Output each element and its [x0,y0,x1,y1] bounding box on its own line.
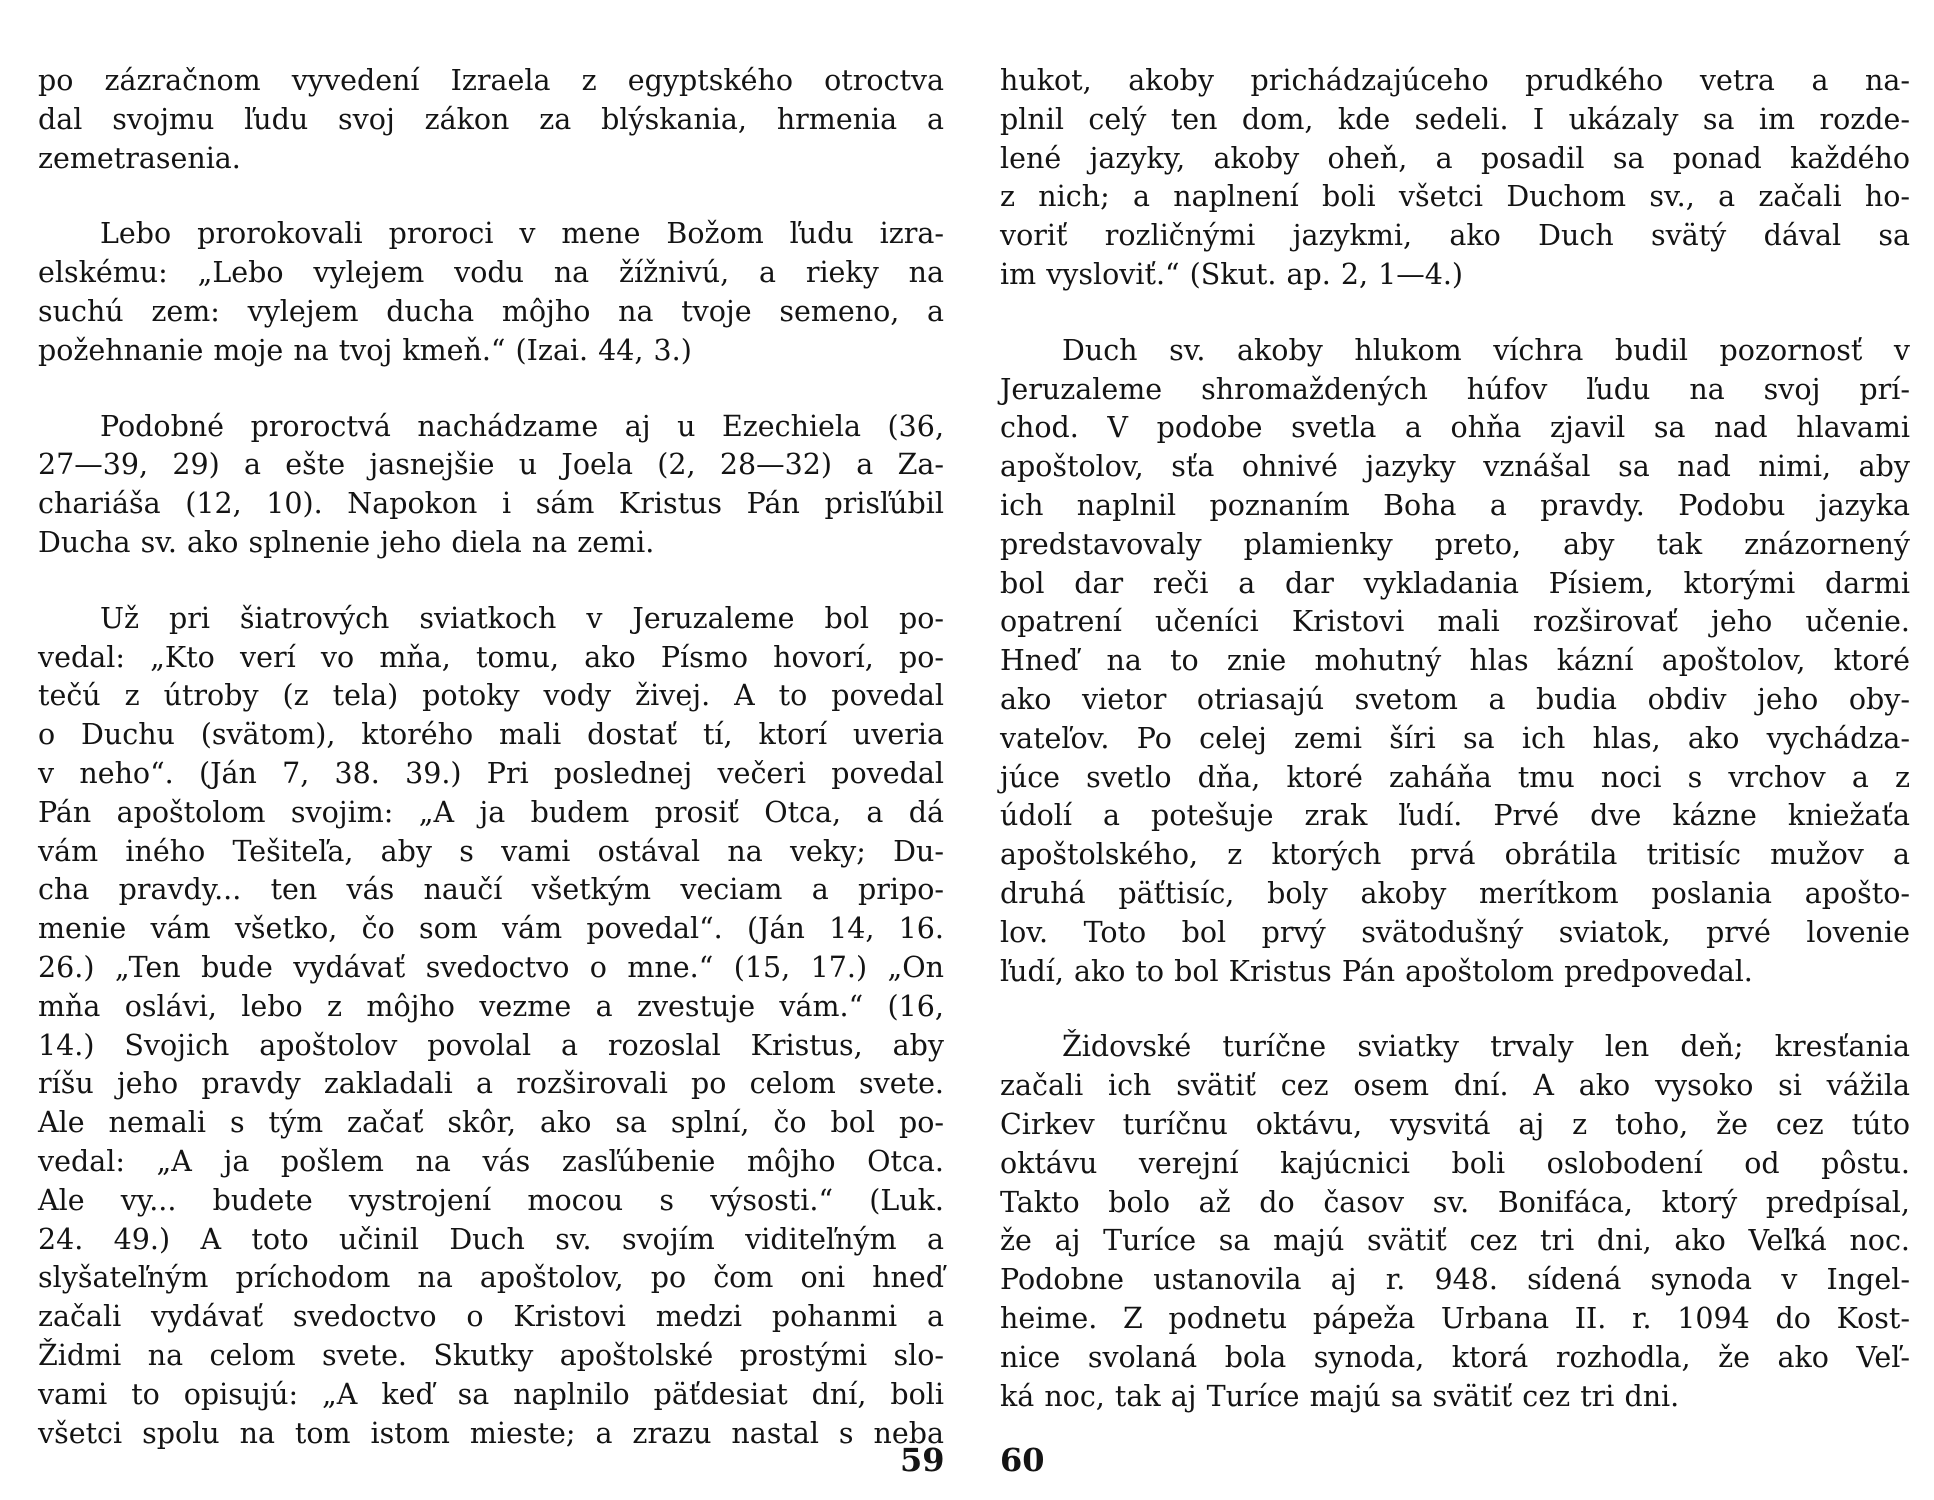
right-page [1000,62,1910,1462]
text-line: 24. 49.) A toto učinil Duch sv. svojím viditeľným a [38,1222,944,1256]
text-line: voriť rozličnými jazykmi, ako Duch svätý dával sa [1000,219,1910,253]
page-number-left: 59 [900,1441,945,1479]
text-line: im vysloviť.“ (Skut. ap. 2, 1—4.) [1000,257,1464,291]
text-line: vám iného Tešiteľa, aby s vami ostával na veky; Du- [38,834,944,868]
text-line: požehnanie moje na tvoj kmeň.“ (Izai. 44, 3.) [38,333,692,367]
text-line: lené jazyky, akoby oheň, a posadil sa ponad každého [1000,141,1910,175]
text-line: dal svojmu ľudu svoj zákon za blýskania, hrmenia a [38,102,944,136]
text-line: zemetrasenia. [38,141,241,175]
text-line: Cirkev turíčnu oktávu, vysvitá aj z toho, že cez túto [1000,1107,1910,1141]
text-line: Podobné proroctvá nachádzame aj u Ezechiela (36, [100,409,944,443]
left-page-text [38,62,944,1453]
text-line: chod. V podobe svetla a ohňa zjavil sa nad hlavami [1000,411,1910,445]
text-line: Ducha sv. ako splnenie jeho diela na zemi. [38,525,655,559]
text-line: hukot, akoby prichádzajúceho prudkého vetra a na- [1000,64,1910,97]
text-line: chariáša (12, 10). Napokon i sám Kristus Pán prisľúbil [38,487,944,521]
text-line: vami to opisujú: „A keď sa naplnilo päťdesiat dní, boli [38,1377,944,1411]
text-line: že aj Turíce sa majú svätiť cez tri dni, ako Veľká noc. [1000,1224,1910,1258]
text-line: ako vietor otriasajú svetom a budia obdiv jeho oby- [1000,682,1910,716]
text-line: 14.) Svojich apoštolov povolal a rozoslal Kristus, aby [38,1028,944,1062]
text-line: druhá päťtisíc, boly akoby merítkom poslania apošto- [1000,876,1910,910]
text-line: z nich; a naplnení boli všetci Duchom sv., a začali ho- [1000,180,1910,214]
text-line: cha pravdy... ten vás naučí všetkým veciam a pripo- [38,873,944,907]
text-line: nice svolaná bola synoda, ktorá rozhodla, že ako Veľ- [1000,1340,1910,1374]
text-line: 27—39, 29) a ešte jasnejšie u Joela (2, 28—32) a Za- [38,448,944,482]
text-line: mňa oslávi, lebo z môjho vezme a zvestuje vám.“ (16, [38,989,944,1023]
paragraph [38,215,944,370]
text-line: ľudí, ako to bol Kristus Pán apoštolom predpovedal. [1000,954,1753,988]
text-line: Už pri šiatrových sviatkoch v Jeruzaleme bol po- [100,601,944,635]
text-line: predstavovaly plamienky preto, aby tak znázornený [1000,527,1910,561]
text-line: vedal: „A ja pošlem na vás zasľúbenie môjho Otca. [38,1144,944,1178]
text-line: heime. Z podnetu pápeža Urbana II. r. 1094 do Kost- [1000,1301,1910,1335]
paragraph [38,600,944,1454]
text-line: oktávu verejní kajúcnici boli oslobodení od pôstu. [1000,1146,1910,1180]
text-line: slyšateľným príchodom na apoštolov, po čom oni hneď [38,1261,944,1295]
text-line: Hneď na to znie mohutný hlas kázní apoštolov, ktoré [1000,644,1910,678]
text-line: vedal: „Kto verí vo mňa, tomu, ako Písmo hovorí, po- [38,640,944,674]
paragraph [1000,1028,1910,1416]
text-line: 26.) „Ten bude vydávať svedoctvo o mne.“ (15, 17.) „On [38,950,944,984]
text-line: Takto bolo až do časov sv. Bonifáca, ktorý predpísal, [1000,1185,1910,1219]
text-line: apoštolov, sťa ohnivé jazyky vznášal sa nad nimi, aby [1000,450,1910,484]
paragraph [1000,332,1910,992]
text-line: lov. Toto bol prvý svätodušný sviatok, prvé lovenie [1000,915,1910,949]
text-line: začali ich svätiť cez osem dní. A ako vysoko si vážila [1000,1069,1910,1103]
text-line: Židmi na celom svete. Skutky apoštolské prostými slo- [38,1338,944,1372]
paragraph [1000,62,1910,295]
text-line: začali vydávať svedoctvo o Kristovi medzi pohanmi a [38,1300,944,1334]
text-line: ich naplnil poznaním Boha a pravdy. Podobu jazyka [1000,488,1910,522]
text-line: Židovské turíčne sviatky trvaly len deň; kresťania [1062,1030,1910,1064]
text-line: tečú z útroby (z tela) potoky vody živej. A to povedal [38,679,944,713]
text-line: Ale nemali s tým začať skôr, ako sa splní, čo bol po- [38,1106,944,1140]
text-line: Lebo prorokovali proroci v mene Božom ľudu izra- [100,217,944,251]
text-line: Pán apoštolom svojim: „A ja budem prosiť Otca, a dá [38,795,944,829]
text-line: ríšu jeho pravdy zakladali a rozširovali po celom svete. [38,1067,944,1101]
paragraph [38,408,944,563]
left-page [38,62,944,1462]
text-line: Podobne ustanovila aj r. 948. sídená synoda v Ingel- [1000,1263,1910,1297]
text-line: všetci spolu na tom istom mieste; a zrazu nastal s neba [38,1416,944,1450]
text-line: Ale vy... budete vystrojení mocou s výsosti.“ (Luk. [38,1183,944,1217]
right-page-text [1000,62,1910,1416]
page-number-right: 60 [1000,1441,1045,1479]
text-line: ká noc, tak aj Turíce majú sa svätiť cez tri dni. [1000,1379,1680,1413]
text-line: o Duchu (svätom), ktorého mali dostať tí, ktorí uveria [38,718,944,752]
text-line: suchú zem: vylejem ducha môjho na tvoje semeno, a [38,294,944,328]
text-line: apoštolského, z ktorých prvá obrátila tritisíc mužov a [1000,838,1910,872]
text-line: údolí a potešuje zrak ľudí. Prvé dve kázne kniežaťa [1000,799,1910,833]
text-line: vateľov. Po celej zemi šíri sa ich hlas, ako vychádza- [1000,721,1910,755]
paragraph [38,62,944,178]
text-line: Duch sv. akoby hlukom víchra budil pozornosť v [1062,333,1910,367]
text-line: elskému: „Lebo vylejem vodu na žížnivú, a rieky na [38,256,944,290]
text-line: júce svetlo dňa, ktoré zaháňa tmu noci s vrchov a z [1000,760,1910,794]
text-line: po zázračnom vyvedení Izraela z egyptského otroctva [38,64,944,97]
text-line: bol dar reči a dar vykladania Písiem, ktorými darmi [1000,566,1910,600]
text-line: plnil celý ten dom, kde sedeli. I ukázaly sa im rozde- [1000,102,1910,136]
text-line: v neho“. (Ján 7, 38. 39.) Pri poslednej večeri povedal [38,756,944,790]
text-line: menie vám všetko, čo som vám povedal“. (Ján 14, 16. [38,912,944,946]
text-line: Jeruzaleme shromaždených húfov ľudu na svoj prí- [1000,372,1910,406]
text-line: opatrení učeníci Kristovi mali rozširovať jeho učenie. [1000,605,1910,639]
